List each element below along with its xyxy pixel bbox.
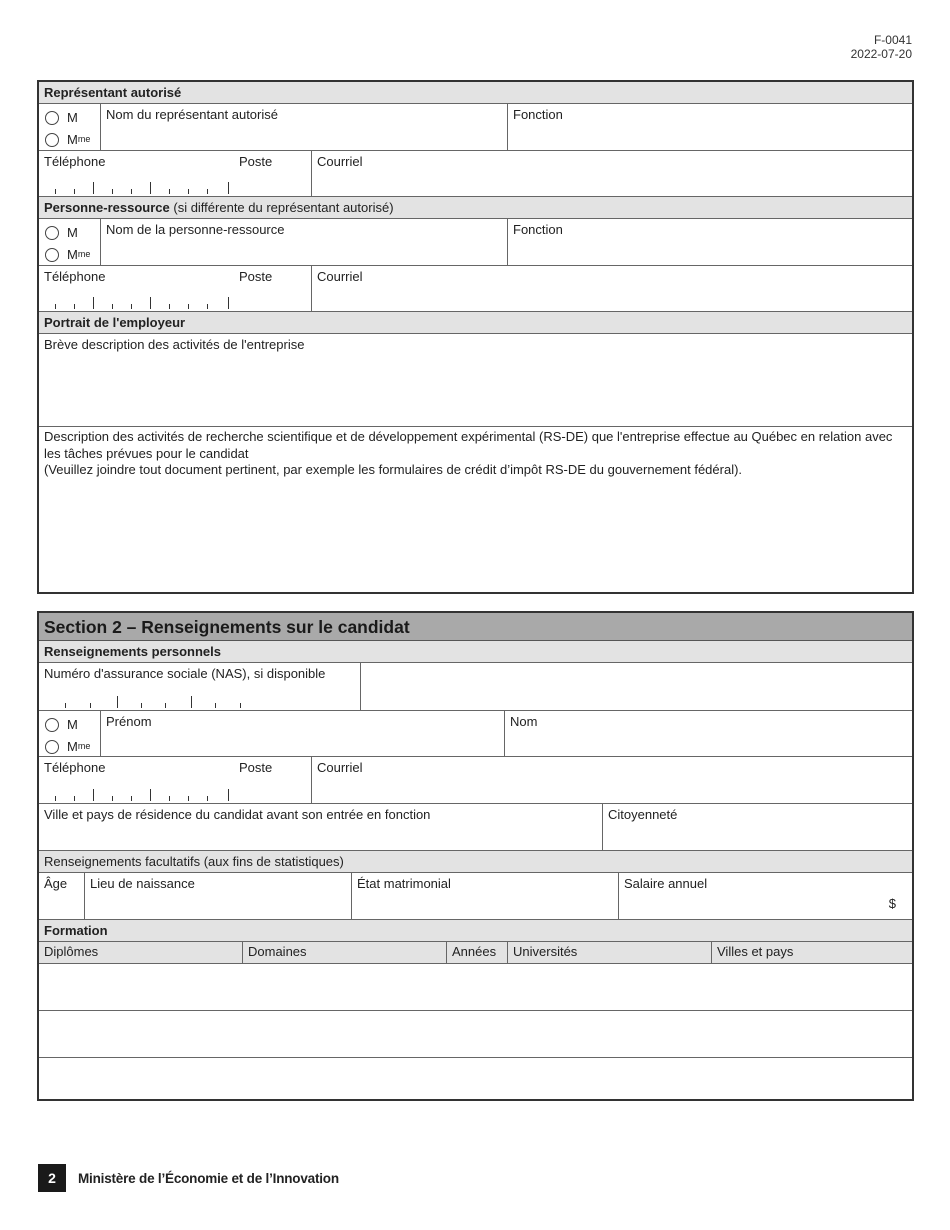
candidate-email-field[interactable] [312,757,912,803]
contact-section-title: Personne-ressource [44,200,170,215]
rep-name-field[interactable] [101,104,508,150]
contact-phone-field[interactable] [39,266,312,311]
residence-label: Ville et pays de résidence du candidat avant son entrée en fonction [44,807,431,822]
formation-title: Formation [44,923,108,938]
rep-section-header [39,82,912,104]
radio-circle-icon[interactable] [45,718,59,732]
radio-label-mme-sup: me [77,741,91,751]
candidate-phone-label: Téléphone [44,760,106,775]
birthplace-label: Lieu de naissance [90,876,195,891]
residence-row [39,804,912,851]
radio-circle-icon[interactable] [45,133,59,147]
radio-label-mme: M [67,739,78,754]
contact-section-note: (si différente du représentant autorisé) [173,200,394,215]
contact-phone-row [39,266,912,312]
rsde-description-field[interactable] [39,427,912,594]
rep-function-field[interactable] [508,104,912,150]
radio-label-mme: M [67,247,78,262]
formation-row[interactable] [39,964,912,1011]
radio-label-mme: M [67,132,78,147]
form-code: F-0041 [873,33,912,47]
first-name-label: Prénom [106,714,152,729]
candidate-name-row [39,711,912,757]
currency-symbol: $ [888,896,896,911]
rsde-description-label: Description des activités de recherche scientifique et de développement expérimental (RS-DE) que l'entreprise effectue au Québec en relation avec les tâches prévues pour le candidat [44,429,893,461]
contact-phone-ticks [55,297,275,309]
nas-ticks [65,696,265,708]
candidate-email-label: Courriel [317,760,363,775]
candidate-civility-group [39,711,101,756]
last-name-label: Nom [510,714,538,729]
contact-section-header [39,197,912,219]
nas-spacer [361,663,912,710]
rep-email-field[interactable] [312,151,912,196]
rep-name-row [39,104,912,151]
candidate-radio-mme[interactable] [45,736,100,758]
rsde-description-row [39,427,912,594]
marital-status-label: État matrimonial [357,876,451,891]
contact-name-field[interactable] [101,219,508,265]
col-years: Années [447,942,508,963]
rsde-description-note: (Veuillez joindre tout document pertinent, par exemple les formulaires de crédit d’impôt RS-DE du gouvernement fédéral). [44,462,743,477]
radio-circle-icon[interactable] [45,740,59,754]
page-number: 2 [38,1164,66,1192]
contact-extension-label: Poste [239,269,273,284]
contact-name-row [39,219,912,266]
rep-radio-mme[interactable] [45,129,100,151]
contact-function-field[interactable] [508,219,912,265]
portrait-section-title: Portrait de l'employeur [44,315,186,330]
citizenship-field[interactable] [603,804,912,850]
contact-phone-label: Téléphone [44,269,106,284]
form-identifier [851,33,912,61]
optional-info-row [39,873,912,920]
radio-circle-icon[interactable] [45,248,59,262]
marital-status-field[interactable] [352,873,619,919]
portrait-section-header [39,312,912,334]
salary-field[interactable] [619,873,912,919]
personal-info-header [39,641,912,663]
radio-label-mme-sup: me [77,249,91,259]
candidate-phone-ticks [55,789,275,801]
col-cities-countries: Villes et pays [717,944,794,959]
rep-phone-label: Téléphone [44,154,106,169]
formation-column-headers [39,942,912,964]
last-name-field[interactable] [505,711,912,756]
rep-phone-ticks [55,182,275,194]
rep-civility-group [39,104,101,150]
nas-field[interactable] [39,663,361,710]
contact-email-label: Courriel [317,269,363,284]
radio-label-m: M [67,717,78,732]
candidate-extension-label: Poste [239,760,273,775]
rep-phone-row [39,151,912,197]
brief-description-row [39,334,912,427]
contact-function-label: Fonction [513,222,563,237]
nas-label: Numéro d'assurance sociale (NAS), si disponible [44,666,326,681]
rep-phone-field[interactable] [39,151,312,196]
salary-label: Salaire annuel [624,876,708,891]
contact-name-label: Nom de la personne-ressource [106,222,285,237]
employer-contacts-panel [37,80,914,594]
col-universities: Universités [508,942,712,963]
candidate-info-panel [37,611,914,1101]
rep-radio-m[interactable] [45,107,100,129]
radio-circle-icon[interactable] [45,111,59,125]
formation-header [39,920,912,942]
rep-section-title: Représentant autorisé [44,85,182,100]
col-fields: Domaines [243,942,447,963]
formation-row[interactable] [39,1011,912,1058]
ministry-name: Ministère de l’Économie et de l’Innovation [78,1170,339,1186]
page-footer [38,1164,339,1192]
col-diplomas: Diplômes [39,942,243,963]
rep-email-label: Courriel [317,154,363,169]
age-field[interactable] [39,873,85,919]
radio-label-m: M [67,225,78,240]
candidate-radio-m[interactable] [45,714,100,736]
first-name-field[interactable] [101,711,505,756]
radio-label-mme-sup: me [77,134,91,144]
radio-label-m: M [67,110,78,125]
brief-description-label: Brève description des activités de l'entreprise [44,337,305,352]
section2-header [39,613,912,641]
birthplace-field[interactable] [85,873,352,919]
formation-row[interactable] [39,1058,912,1103]
personal-info-title: Renseignements personnels [44,644,221,659]
contact-email-field[interactable] [312,266,912,311]
rep-function-label: Fonction [513,107,563,122]
candidate-phone-field[interactable] [39,757,312,803]
candidate-phone-row [39,757,912,804]
contact-civility-group [39,219,101,265]
form-date: 2022-07-20 [850,47,912,61]
contact-radio-m[interactable] [45,222,100,244]
radio-circle-icon[interactable] [45,226,59,240]
brief-description-field[interactable] [39,334,912,426]
optional-info-title: Renseignements facultatifs (aux fins de statistiques) [44,854,344,869]
citizenship-label: Citoyenneté [608,807,678,822]
nas-row [39,663,912,711]
optional-info-header [39,851,912,873]
rep-extension-label: Poste [239,154,273,169]
age-label: Âge [44,876,68,891]
residence-field[interactable] [39,804,603,850]
contact-radio-mme[interactable] [45,244,100,266]
rep-name-label: Nom du représentant autorisé [106,107,278,122]
section2-title: Section 2 – Renseignements sur le candidat [44,617,410,637]
